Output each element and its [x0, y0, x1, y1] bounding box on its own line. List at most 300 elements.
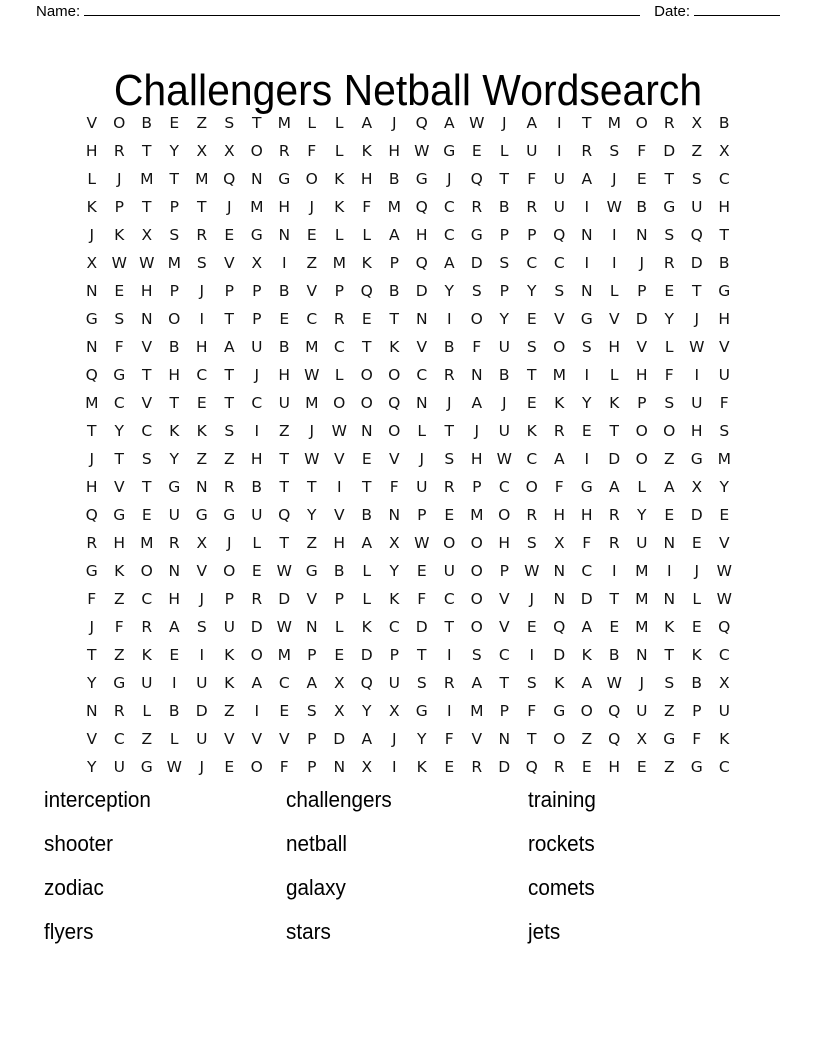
grid-cell[interactable]: R: [168, 534, 180, 553]
grid-cell[interactable]: I: [611, 226, 617, 245]
grid-cell[interactable]: O: [635, 422, 648, 441]
grid-cell[interactable]: D: [470, 254, 483, 273]
grid-cell[interactable]: L: [87, 170, 97, 189]
grid-cell[interactable]: B: [636, 198, 648, 217]
grid-cell[interactable]: E: [471, 142, 482, 161]
grid-cell[interactable]: P: [307, 646, 317, 665]
grid-cell[interactable]: B: [168, 338, 180, 357]
grid-cell[interactable]: O: [250, 758, 263, 777]
grid-cell[interactable]: E: [444, 506, 455, 525]
grid-cell[interactable]: L: [334, 114, 344, 133]
grid-cell[interactable]: Q: [360, 282, 373, 301]
grid-cell[interactable]: O: [250, 646, 263, 665]
grid-cell[interactable]: E: [169, 114, 180, 133]
grid-cell[interactable]: W: [524, 562, 540, 581]
grid-cell[interactable]: M: [470, 506, 484, 525]
grid-cell[interactable]: M: [635, 562, 649, 581]
grid-cell[interactable]: K: [389, 338, 400, 357]
grid-cell[interactable]: W: [111, 254, 127, 273]
grid-cell[interactable]: U: [223, 618, 235, 637]
grid-cell[interactable]: L: [664, 338, 674, 357]
grid-cell[interactable]: K: [581, 646, 592, 665]
grid-cell[interactable]: C: [553, 254, 565, 273]
grid-cell[interactable]: J: [694, 562, 700, 581]
grid-cell[interactable]: W: [716, 562, 732, 581]
grid-cell[interactable]: I: [556, 114, 562, 133]
grid-cell[interactable]: P: [417, 506, 427, 525]
grid-cell[interactable]: K: [114, 226, 125, 245]
grid-cell[interactable]: O: [580, 702, 593, 721]
grid-cell[interactable]: Z: [223, 450, 235, 469]
grid-cell[interactable]: T: [224, 310, 234, 329]
grid-cell[interactable]: B: [388, 282, 400, 301]
grid-cell[interactable]: W: [496, 450, 512, 469]
grid-cell[interactable]: V: [196, 562, 208, 581]
grid-cell[interactable]: S: [196, 254, 207, 273]
grid-cell[interactable]: J: [694, 310, 700, 329]
grid-cell[interactable]: Y: [114, 422, 124, 441]
grid-cell[interactable]: H: [580, 506, 593, 525]
word-list-item[interactable]: comets: [528, 875, 595, 900]
grid-cell[interactable]: P: [637, 282, 647, 301]
grid-cell[interactable]: X: [333, 674, 345, 693]
grid-cell[interactable]: O: [498, 506, 511, 525]
grid-cell[interactable]: H: [608, 758, 621, 777]
grid-cell[interactable]: L: [252, 534, 262, 553]
grid-cell[interactable]: G: [663, 198, 676, 217]
grid-cell[interactable]: G: [195, 506, 208, 525]
grid-cell[interactable]: P: [252, 282, 262, 301]
grid-cell[interactable]: G: [113, 506, 126, 525]
grid-cell[interactable]: S: [114, 310, 125, 329]
grid-cell[interactable]: G: [85, 310, 98, 329]
grid-cell[interactable]: S: [471, 646, 482, 665]
grid-cell[interactable]: Q: [85, 366, 98, 385]
grid-cell[interactable]: E: [251, 562, 262, 581]
grid-cell[interactable]: X: [196, 534, 208, 553]
grid-cell[interactable]: Y: [389, 562, 399, 581]
grid-cell[interactable]: I: [584, 198, 590, 217]
grid-cell[interactable]: U: [636, 702, 648, 721]
grid-cell[interactable]: T: [499, 170, 509, 189]
grid-cell[interactable]: I: [694, 366, 700, 385]
grid-cell[interactable]: K: [554, 394, 565, 413]
grid-cell[interactable]: O: [553, 730, 566, 749]
grid-cell[interactable]: Z: [113, 646, 125, 665]
grid-cell[interactable]: N: [580, 226, 593, 245]
word-list-item[interactable]: training: [528, 787, 596, 812]
word-list-item[interactable]: flyers: [44, 919, 94, 944]
grid-cell[interactable]: K: [224, 674, 235, 693]
grid-cell[interactable]: C: [196, 366, 208, 385]
grid-cell[interactable]: Q: [608, 730, 621, 749]
grid-cell[interactable]: H: [278, 366, 291, 385]
grid-cell[interactable]: U: [113, 758, 125, 777]
grid-cell[interactable]: W: [606, 198, 622, 217]
grid-cell[interactable]: E: [306, 226, 317, 245]
grid-cell[interactable]: S: [664, 674, 675, 693]
grid-cell[interactable]: Q: [608, 702, 621, 721]
name-write-line[interactable]: [84, 2, 640, 16]
grid-cell[interactable]: T: [444, 422, 454, 441]
grid-cell[interactable]: P: [499, 282, 509, 301]
grid-cell[interactable]: K: [691, 646, 702, 665]
grid-cell[interactable]: J: [639, 254, 645, 273]
grid-cell[interactable]: V: [86, 114, 98, 133]
grid-cell[interactable]: G: [690, 758, 703, 777]
grid-cell[interactable]: N: [140, 310, 153, 329]
grid-cell[interactable]: A: [471, 394, 483, 413]
grid-cell[interactable]: E: [224, 226, 235, 245]
grid-cell[interactable]: C: [443, 198, 455, 217]
grid-cell[interactable]: V: [141, 394, 153, 413]
grid-cell[interactable]: H: [553, 506, 566, 525]
grid-cell[interactable]: O: [333, 394, 346, 413]
grid-cell[interactable]: L: [334, 142, 344, 161]
grid-cell[interactable]: U: [168, 506, 180, 525]
grid-cell[interactable]: X: [86, 254, 98, 273]
grid-cell[interactable]: E: [526, 310, 537, 329]
grid-cell[interactable]: L: [362, 562, 372, 581]
grid-cell[interactable]: P: [169, 198, 179, 217]
grid-cell[interactable]: J: [116, 170, 122, 189]
grid-cell[interactable]: G: [553, 702, 566, 721]
grid-cell[interactable]: K: [86, 198, 97, 217]
grid-cell[interactable]: R: [553, 758, 565, 777]
grid-cell[interactable]: O: [663, 422, 676, 441]
grid-cell[interactable]: M: [332, 254, 346, 273]
grid-cell[interactable]: W: [469, 114, 485, 133]
grid-cell[interactable]: P: [499, 226, 509, 245]
grid-cell[interactable]: Z: [223, 702, 235, 721]
grid-cell[interactable]: T: [142, 366, 152, 385]
grid-cell[interactable]: G: [718, 282, 731, 301]
grid-cell[interactable]: Q: [718, 618, 731, 637]
grid-cell[interactable]: O: [470, 618, 483, 637]
grid-cell[interactable]: X: [251, 254, 263, 273]
grid-cell[interactable]: N: [470, 366, 483, 385]
grid-cell[interactable]: N: [635, 646, 648, 665]
grid-cell[interactable]: G: [415, 702, 428, 721]
grid-cell[interactable]: N: [498, 730, 511, 749]
grid-cell[interactable]: A: [526, 114, 538, 133]
grid-cell[interactable]: L: [417, 422, 427, 441]
grid-cell[interactable]: E: [334, 646, 345, 665]
grid-cell[interactable]: R: [443, 478, 455, 497]
grid-cell[interactable]: B: [333, 562, 345, 581]
grid-cell[interactable]: Z: [691, 142, 703, 161]
grid-cell[interactable]: L: [334, 366, 344, 385]
grid-cell[interactable]: C: [718, 758, 730, 777]
grid-cell[interactable]: J: [501, 394, 507, 413]
grid-cell[interactable]: W: [304, 450, 320, 469]
grid-cell[interactable]: S: [169, 226, 180, 245]
grid-cell[interactable]: R: [608, 506, 620, 525]
grid-cell[interactable]: F: [664, 366, 674, 385]
grid-cell[interactable]: T: [87, 646, 97, 665]
grid-cell[interactable]: F: [637, 142, 647, 161]
grid-cell[interactable]: O: [443, 534, 456, 553]
grid-cell[interactable]: A: [361, 730, 373, 749]
grid-cell[interactable]: Y: [87, 674, 97, 693]
grid-cell[interactable]: D: [250, 618, 263, 637]
grid-cell[interactable]: S: [609, 142, 620, 161]
grid-cell[interactable]: T: [527, 730, 537, 749]
grid-cell[interactable]: H: [498, 534, 511, 553]
grid-cell[interactable]: M: [140, 534, 154, 553]
grid-cell[interactable]: Q: [223, 170, 236, 189]
grid-cell[interactable]: E: [361, 310, 372, 329]
grid-cell[interactable]: N: [195, 478, 208, 497]
grid-cell[interactable]: C: [498, 478, 510, 497]
grid-cell[interactable]: S: [581, 338, 592, 357]
grid-cell[interactable]: G: [443, 142, 456, 161]
grid-cell[interactable]: M: [635, 590, 649, 609]
grid-cell[interactable]: Q: [415, 198, 428, 217]
grid-cell[interactable]: W: [716, 590, 732, 609]
grid-cell[interactable]: U: [691, 198, 703, 217]
grid-cell[interactable]: T: [224, 394, 234, 413]
grid-cell[interactable]: G: [580, 310, 593, 329]
grid-cell[interactable]: V: [553, 310, 565, 329]
grid-cell[interactable]: Y: [719, 478, 729, 497]
grid-cell[interactable]: W: [166, 758, 182, 777]
grid-cell[interactable]: I: [584, 254, 590, 273]
grid-cell[interactable]: M: [470, 702, 484, 721]
grid-cell[interactable]: N: [85, 702, 98, 721]
grid-cell[interactable]: J: [446, 394, 452, 413]
grid-cell[interactable]: L: [307, 114, 317, 133]
grid-cell[interactable]: L: [362, 226, 372, 245]
grid-cell[interactable]: I: [611, 562, 617, 581]
grid-cell[interactable]: F: [279, 758, 289, 777]
grid-cell[interactable]: C: [333, 338, 345, 357]
grid-cell[interactable]: M: [250, 198, 264, 217]
grid-cell[interactable]: U: [416, 478, 428, 497]
grid-cell[interactable]: P: [637, 394, 647, 413]
grid-cell[interactable]: I: [199, 646, 205, 665]
grid-cell[interactable]: O: [470, 590, 483, 609]
grid-cell[interactable]: E: [609, 618, 620, 637]
grid-cell[interactable]: D: [690, 506, 703, 525]
word-list-item[interactable]: galaxy: [286, 875, 346, 900]
grid-cell[interactable]: V: [333, 506, 345, 525]
grid-cell[interactable]: F: [692, 730, 702, 749]
grid-cell[interactable]: E: [196, 394, 207, 413]
grid-cell[interactable]: L: [169, 730, 179, 749]
grid-cell[interactable]: C: [526, 450, 538, 469]
grid-cell[interactable]: E: [664, 282, 675, 301]
grid-cell[interactable]: K: [526, 422, 537, 441]
grid-cell[interactable]: G: [470, 226, 483, 245]
grid-cell[interactable]: N: [168, 562, 181, 581]
grid-cell[interactable]: U: [498, 338, 510, 357]
grid-cell[interactable]: H: [140, 282, 153, 301]
grid-cell[interactable]: I: [446, 702, 452, 721]
grid-cell[interactable]: Z: [581, 730, 593, 749]
grid-cell[interactable]: L: [362, 590, 372, 609]
grid-cell[interactable]: V: [416, 338, 428, 357]
grid-cell[interactable]: T: [527, 366, 537, 385]
grid-cell[interactable]: O: [470, 562, 483, 581]
grid-cell[interactable]: H: [635, 366, 648, 385]
grid-cell[interactable]: E: [691, 618, 702, 637]
grid-cell[interactable]: T: [609, 422, 619, 441]
grid-cell[interactable]: U: [553, 170, 565, 189]
grid-cell[interactable]: T: [444, 618, 454, 637]
grid-cell[interactable]: P: [692, 702, 702, 721]
grid-cell[interactable]: X: [388, 702, 400, 721]
grid-cell[interactable]: X: [691, 478, 703, 497]
grid-cell[interactable]: R: [663, 254, 675, 273]
grid-cell[interactable]: D: [608, 450, 621, 469]
grid-cell[interactable]: L: [334, 618, 344, 637]
grid-cell[interactable]: O: [470, 534, 483, 553]
grid-cell[interactable]: N: [278, 226, 291, 245]
grid-cell[interactable]: Z: [663, 450, 675, 469]
grid-cell[interactable]: V: [718, 534, 730, 553]
grid-cell[interactable]: N: [333, 758, 346, 777]
grid-cell[interactable]: E: [224, 758, 235, 777]
grid-cell[interactable]: C: [718, 646, 730, 665]
grid-cell[interactable]: F: [87, 590, 97, 609]
grid-cell[interactable]: G: [415, 170, 428, 189]
grid-cell[interactable]: E: [636, 758, 647, 777]
grid-cell[interactable]: E: [141, 506, 152, 525]
grid-cell[interactable]: P: [389, 646, 399, 665]
grid-cell[interactable]: Q: [360, 674, 373, 693]
grid-cell[interactable]: C: [416, 366, 428, 385]
grid-cell[interactable]: F: [362, 198, 372, 217]
grid-cell[interactable]: O: [635, 114, 648, 133]
grid-cell[interactable]: S: [719, 422, 730, 441]
grid-cell[interactable]: R: [443, 366, 455, 385]
grid-cell[interactable]: U: [196, 674, 208, 693]
grid-cell[interactable]: U: [718, 366, 730, 385]
grid-cell[interactable]: S: [526, 674, 537, 693]
grid-cell[interactable]: H: [113, 534, 126, 553]
grid-cell[interactable]: K: [361, 142, 372, 161]
grid-cell[interactable]: J: [254, 366, 260, 385]
grid-cell[interactable]: I: [199, 310, 205, 329]
grid-cell[interactable]: B: [718, 254, 730, 273]
grid-cell[interactable]: Q: [415, 114, 428, 133]
grid-cell[interactable]: O: [140, 562, 153, 581]
grid-cell[interactable]: M: [305, 338, 319, 357]
grid-cell[interactable]: Y: [417, 730, 427, 749]
grid-cell[interactable]: I: [171, 674, 177, 693]
grid-cell[interactable]: X: [141, 226, 153, 245]
grid-cell[interactable]: N: [415, 394, 428, 413]
grid-cell[interactable]: T: [87, 422, 97, 441]
grid-cell[interactable]: O: [553, 338, 566, 357]
grid-cell[interactable]: H: [415, 226, 428, 245]
grid-cell[interactable]: R: [553, 422, 565, 441]
grid-cell[interactable]: Y: [307, 506, 317, 525]
grid-cell[interactable]: B: [388, 170, 400, 189]
grid-cell[interactable]: F: [719, 394, 729, 413]
grid-cell[interactable]: D: [278, 590, 291, 609]
grid-cell[interactable]: S: [224, 114, 235, 133]
grid-cell[interactable]: Y: [637, 506, 647, 525]
grid-cell[interactable]: Y: [87, 758, 97, 777]
grid-cell[interactable]: Z: [141, 730, 153, 749]
grid-cell[interactable]: T: [362, 338, 372, 357]
grid-cell[interactable]: D: [553, 646, 566, 665]
grid-cell[interactable]: H: [195, 338, 208, 357]
grid-cell[interactable]: T: [252, 114, 262, 133]
grid-cell[interactable]: J: [89, 226, 95, 245]
grid-cell[interactable]: O: [250, 142, 263, 161]
grid-cell[interactable]: S: [471, 282, 482, 301]
grid-cell[interactable]: Y: [499, 310, 509, 329]
grid-cell[interactable]: T: [417, 646, 427, 665]
grid-cell[interactable]: B: [718, 114, 730, 133]
grid-cell[interactable]: B: [251, 478, 263, 497]
grid-cell[interactable]: E: [526, 618, 537, 637]
grid-cell[interactable]: R: [113, 702, 125, 721]
grid-cell[interactable]: S: [526, 534, 537, 553]
grid-cell[interactable]: S: [196, 618, 207, 637]
grid-cell[interactable]: C: [278, 674, 290, 693]
grid-cell[interactable]: P: [252, 310, 262, 329]
grid-cell[interactable]: S: [499, 254, 510, 273]
grid-cell[interactable]: X: [718, 674, 730, 693]
grid-cell[interactable]: S: [306, 702, 317, 721]
grid-cell[interactable]: O: [360, 366, 373, 385]
grid-cell[interactable]: V: [223, 254, 235, 273]
grid-cell[interactable]: A: [443, 254, 455, 273]
grid-cell[interactable]: U: [526, 142, 538, 161]
grid-cell[interactable]: U: [718, 702, 730, 721]
grid-cell[interactable]: D: [580, 590, 593, 609]
grid-cell[interactable]: Y: [362, 702, 372, 721]
grid-cell[interactable]: G: [113, 674, 126, 693]
grid-cell[interactable]: U: [636, 534, 648, 553]
grid-cell[interactable]: E: [361, 450, 372, 469]
grid-cell[interactable]: J: [309, 422, 315, 441]
grid-cell[interactable]: F: [472, 338, 482, 357]
grid-cell[interactable]: G: [690, 450, 703, 469]
grid-cell[interactable]: H: [85, 142, 98, 161]
grid-cell[interactable]: K: [416, 758, 427, 777]
grid-cell[interactable]: T: [362, 478, 372, 497]
grid-cell[interactable]: T: [142, 478, 152, 497]
grid-cell[interactable]: O: [525, 478, 538, 497]
grid-cell[interactable]: A: [443, 114, 455, 133]
grid-cell[interactable]: K: [554, 674, 565, 693]
grid-cell[interactable]: C: [113, 394, 125, 413]
word-list-item[interactable]: zodiac: [44, 875, 104, 900]
grid-cell[interactable]: V: [251, 730, 263, 749]
grid-cell[interactable]: N: [663, 590, 676, 609]
grid-cell[interactable]: J: [89, 618, 95, 637]
grid-cell[interactable]: D: [663, 142, 676, 161]
grid-cell[interactable]: G: [113, 366, 126, 385]
grid-cell[interactable]: B: [498, 366, 510, 385]
grid-cell[interactable]: N: [663, 534, 676, 553]
grid-cell[interactable]: W: [276, 562, 292, 581]
grid-cell[interactable]: Y: [169, 142, 179, 161]
grid-cell[interactable]: K: [361, 618, 372, 637]
grid-cell[interactable]: W: [304, 366, 320, 385]
grid-cell[interactable]: C: [251, 394, 263, 413]
grid-cell[interactable]: C: [498, 646, 510, 665]
grid-cell[interactable]: X: [223, 142, 235, 161]
grid-cell[interactable]: I: [611, 254, 617, 273]
grid-cell[interactable]: V: [718, 338, 730, 357]
grid-cell[interactable]: X: [691, 114, 703, 133]
